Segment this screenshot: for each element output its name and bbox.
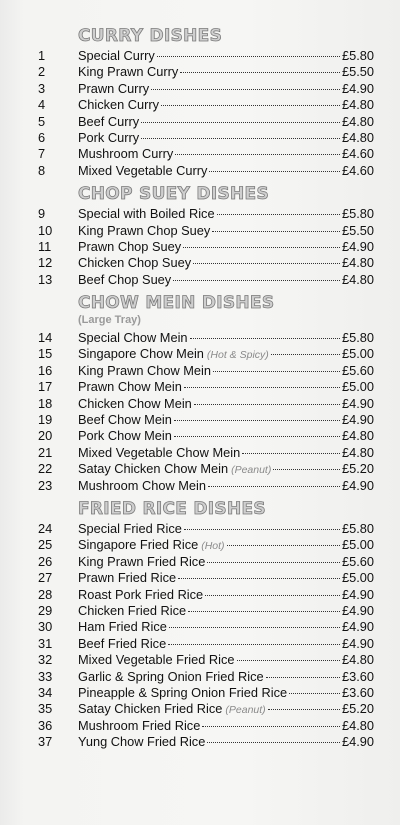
menu-section — [38, 26, 374, 179]
item-name: Pineapple & Spring Onion Fried Rice — [78, 684, 288, 700]
item-number: 1 — [38, 48, 46, 63]
item-number: 19 — [38, 412, 53, 428]
menu-item — [38, 412, 374, 428]
item-number: 34 — [38, 684, 53, 700]
item-price: £4.90 — [341, 602, 374, 618]
menu-item — [38, 114, 374, 130]
menu-item — [38, 64, 374, 80]
item-name: King Prawn Fried Rice — [78, 553, 206, 569]
menu-item — [38, 521, 374, 537]
item-number: 28 — [38, 586, 53, 602]
menu-item — [38, 685, 374, 701]
dot-leader — [169, 627, 340, 628]
item-number: 32 — [38, 652, 53, 668]
item-name: Satay Chicken Chow Mein — [78, 461, 229, 477]
item-price: £4.90 — [341, 734, 374, 750]
item-number: 37 — [38, 734, 53, 750]
item-price: £4.90 — [341, 80, 374, 96]
item-name: King Prawn Chow Mein — [78, 362, 212, 378]
item-name: Beef Fried Rice — [78, 635, 167, 651]
item-note: (Peanut) — [231, 464, 272, 477]
dot-leader — [268, 709, 340, 710]
menu-item — [38, 669, 374, 685]
item-price: £4.80 — [341, 97, 374, 113]
menu-item — [38, 652, 374, 668]
item-note: (Hot & Spicy) — [206, 349, 269, 362]
dot-leader — [188, 611, 340, 612]
section-title: CHOW MEIN DISHES — [78, 293, 275, 314]
item-name: Mixed Vegetable Fried Rice — [78, 652, 235, 668]
item-name: Pork Curry — [78, 129, 140, 145]
menu-item — [38, 146, 374, 162]
item-number: 4 — [38, 97, 46, 113]
item-name: Satay Chicken Fried Rice — [78, 701, 223, 717]
item-price: £4.60 — [341, 146, 374, 162]
dot-leader — [205, 595, 340, 596]
item-number: 5 — [38, 113, 46, 129]
item-name: Prawn Fried Rice — [78, 570, 177, 586]
dot-leader — [207, 562, 340, 563]
item-price: £4.90 — [341, 635, 374, 651]
section-title: CURRY DISHES — [78, 26, 223, 46]
item-price: £5.60 — [341, 553, 374, 569]
item-name: Chicken Chop Suey — [78, 255, 192, 271]
dot-leader — [151, 89, 340, 90]
item-number: 21 — [38, 444, 53, 460]
item-price: £5.80 — [341, 330, 374, 346]
item-price: £5.00 — [341, 570, 374, 586]
menu-item — [38, 163, 374, 179]
item-number: 3 — [38, 80, 46, 96]
menu-item — [38, 379, 374, 395]
item-number: 2 — [38, 64, 46, 80]
item-number: 6 — [38, 129, 46, 145]
item-name: Special with Boiled Rice — [78, 206, 215, 222]
item-note: (Peanut) — [225, 704, 266, 717]
menu-item — [38, 537, 374, 553]
item-note: (Hot) — [201, 540, 225, 553]
dot-leader — [217, 214, 340, 215]
dot-leader — [174, 420, 340, 421]
item-number: 9 — [38, 206, 46, 222]
dot-leader — [175, 154, 340, 155]
menu-item — [38, 272, 374, 288]
menu-item — [38, 346, 374, 362]
item-name: King Prawn Curry — [78, 64, 179, 80]
dot-leader — [242, 453, 340, 454]
dot-leader — [157, 56, 340, 57]
dot-leader — [237, 660, 340, 661]
menu-item — [38, 428, 374, 444]
item-name: Prawn Chop Suey — [78, 238, 182, 254]
item-price: £4.80 — [341, 255, 374, 271]
item-name: Special Curry — [78, 48, 155, 63]
item-number: 22 — [38, 461, 53, 477]
item-number: 16 — [38, 362, 53, 378]
dot-leader — [184, 529, 340, 530]
menu-item — [38, 570, 374, 586]
item-price: £4.90 — [341, 477, 374, 493]
menu-item — [38, 396, 374, 412]
dot-leader — [212, 231, 340, 232]
dot-leader — [178, 578, 340, 579]
menu-item — [38, 636, 374, 652]
item-price: £4.90 — [341, 412, 374, 428]
item-number: 15 — [38, 346, 53, 362]
menu-list — [38, 26, 374, 750]
menu-item — [38, 445, 374, 461]
item-price: £4.80 — [341, 271, 374, 287]
item-price: £5.50 — [341, 64, 374, 80]
item-number: 8 — [38, 162, 46, 178]
section-subtitle: (Large Tray) — [78, 314, 141, 327]
item-name: Mushroom Chow Mein — [78, 477, 207, 493]
item-price: £5.80 — [341, 206, 374, 222]
menu-item — [38, 223, 374, 239]
item-price: £4.80 — [341, 652, 374, 668]
item-price: £5.00 — [341, 537, 374, 553]
item-name: Beef Curry — [78, 113, 140, 129]
dot-leader — [271, 354, 340, 355]
menu-item — [38, 239, 374, 255]
item-number: 7 — [38, 146, 46, 162]
item-number: 14 — [38, 330, 53, 346]
dot-leader — [289, 693, 340, 694]
item-name: Mixed Vegetable Chow Mein — [78, 444, 241, 460]
menu-item — [38, 130, 374, 146]
item-price: £4.80 — [341, 113, 374, 129]
dot-leader — [183, 247, 340, 248]
item-price: £4.90 — [341, 238, 374, 254]
item-name: Mushroom Fried Rice — [78, 717, 201, 733]
item-name: Special Fried Rice — [78, 520, 182, 536]
item-price: £4.80 — [341, 129, 374, 145]
menu-item — [38, 255, 374, 271]
dot-leader — [190, 338, 340, 339]
item-name: Roast Pork Fried Rice — [78, 586, 204, 602]
item-name: Ham Fried Rice — [78, 619, 167, 635]
item-name: Beef Chow Mein — [78, 412, 172, 428]
item-number: 10 — [38, 222, 53, 238]
item-name: Special Chow Mein — [78, 330, 188, 346]
menu-item — [38, 554, 374, 570]
item-price: £5.00 — [341, 379, 374, 395]
item-name: Beef Chop Suey — [78, 271, 172, 287]
item-price: £4.60 — [341, 162, 374, 178]
item-number: 18 — [38, 395, 53, 411]
menu-item — [38, 330, 374, 346]
menu-item — [38, 461, 374, 477]
dot-leader — [194, 404, 340, 405]
dot-leader — [266, 677, 340, 678]
item-price: £5.60 — [341, 362, 374, 378]
item-price: £5.20 — [341, 701, 374, 717]
menu-item — [38, 81, 374, 97]
item-number: 33 — [38, 668, 53, 684]
item-name: Garlic & Spring Onion Fried Rice — [78, 668, 264, 684]
dot-leader — [273, 469, 340, 470]
item-number: 27 — [38, 570, 53, 586]
item-price: £4.80 — [341, 717, 374, 733]
dot-leader — [180, 72, 340, 73]
item-number: 13 — [38, 271, 53, 287]
menu-item — [38, 206, 374, 222]
item-name: Prawn Curry — [78, 80, 150, 96]
item-price: £4.90 — [341, 395, 374, 411]
item-price: £4.90 — [341, 586, 374, 602]
item-name: Singapore Fried Rice — [78, 537, 199, 553]
item-price: £5.80 — [341, 48, 374, 63]
item-price: £5.80 — [341, 520, 374, 536]
menu-section — [38, 293, 374, 494]
dot-leader — [184, 387, 340, 388]
dot-leader — [227, 545, 340, 546]
dot-leader — [173, 280, 340, 281]
menu-item — [38, 587, 374, 603]
item-price: £5.50 — [341, 222, 374, 238]
item-number: 23 — [38, 477, 53, 493]
menu-item — [38, 734, 374, 750]
item-number: 30 — [38, 619, 53, 635]
item-name: Chicken Fried Rice — [78, 602, 187, 618]
item-price: £4.90 — [341, 619, 374, 635]
item-number: 36 — [38, 717, 53, 733]
item-number: 29 — [38, 602, 53, 618]
menu-section — [38, 184, 374, 288]
item-name: Chicken Curry — [78, 97, 160, 113]
item-name: Prawn Chow Mein — [78, 379, 182, 395]
dot-leader — [141, 138, 340, 139]
menu-item — [38, 619, 374, 635]
dot-leader — [208, 486, 340, 487]
section-title: CHOP SUEY DISHES — [78, 184, 269, 205]
item-name: Singapore Chow Mein — [78, 346, 204, 362]
item-price: £5.00 — [341, 346, 374, 362]
menu-item — [38, 478, 374, 494]
item-name: Pork Chow Mein — [78, 428, 172, 444]
dot-leader — [209, 171, 340, 172]
item-number: 12 — [38, 255, 53, 271]
dot-leader — [207, 742, 340, 743]
item-number: 24 — [38, 520, 53, 536]
menu-item — [38, 48, 374, 64]
dot-leader — [202, 726, 340, 727]
menu-section — [38, 499, 374, 750]
item-name: Mushroom Curry — [78, 146, 174, 162]
item-number: 17 — [38, 379, 53, 395]
item-price: £4.80 — [341, 428, 374, 444]
dot-leader — [193, 263, 340, 264]
menu-item — [38, 363, 374, 379]
item-name: Mixed Vegetable Curry — [78, 162, 208, 178]
dot-leader — [174, 436, 340, 437]
item-price: £3.60 — [341, 684, 374, 700]
item-name: Yung Chow Fried Rice — [78, 734, 206, 750]
menu-item — [38, 603, 374, 619]
item-number: 11 — [38, 238, 52, 254]
dot-leader — [213, 371, 340, 372]
dot-leader — [161, 105, 340, 106]
item-number: 26 — [38, 553, 53, 569]
dot-leader — [168, 644, 340, 645]
menu-item — [38, 701, 374, 717]
item-number: 20 — [38, 428, 53, 444]
menu-item — [38, 97, 374, 113]
section-title: FRIED RICE DISHES — [78, 498, 266, 519]
item-price: £5.20 — [341, 461, 374, 477]
item-number: 25 — [38, 537, 53, 553]
item-number: 31 — [38, 635, 53, 651]
item-price: £4.80 — [341, 444, 374, 460]
item-price: £3.60 — [341, 668, 374, 684]
dot-leader — [141, 122, 340, 123]
item-name: King Prawn Chop Suey — [78, 222, 211, 238]
menu-item — [38, 718, 374, 734]
item-name: Chicken Chow Mein — [78, 395, 192, 411]
item-number: 35 — [38, 701, 53, 717]
